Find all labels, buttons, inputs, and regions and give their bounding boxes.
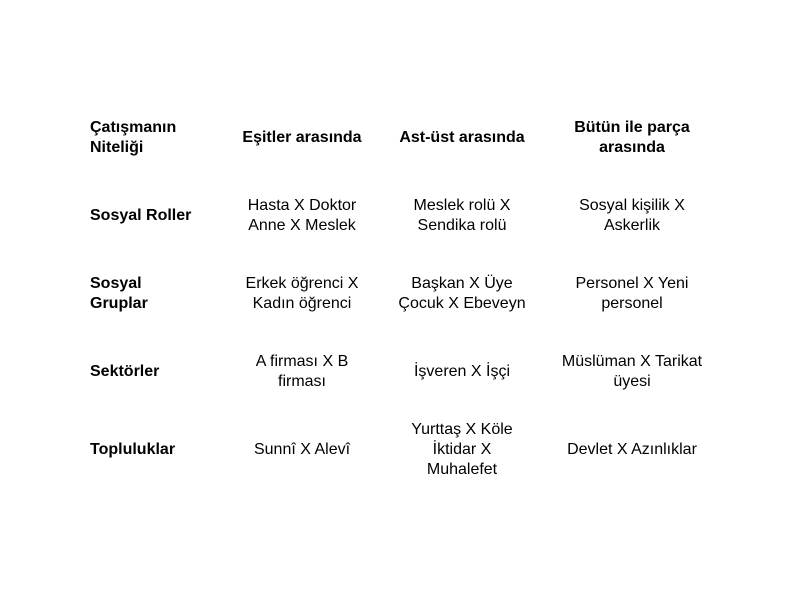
table-cell xyxy=(217,255,387,333)
cell-line: Erkek öğrenci X xyxy=(245,275,359,292)
table-cell xyxy=(387,177,537,255)
header-superior-subordinate xyxy=(387,99,537,177)
table-cell xyxy=(537,333,727,411)
header-line: Çatışmanın xyxy=(90,119,177,136)
cell-line: Askerlik xyxy=(603,217,660,234)
cell-line: İktidar X xyxy=(432,441,492,458)
cell-line: Çocuk X Ebeveyn xyxy=(398,295,526,312)
table-cell xyxy=(217,177,387,255)
header-line: Niteliği xyxy=(90,139,144,156)
cell-line: Meslek rolü X xyxy=(413,197,511,214)
cell-line: firması xyxy=(278,373,326,390)
cell-line: Sosyal kişilik X xyxy=(579,197,685,214)
row-label xyxy=(82,411,217,489)
cell-line: Sendika rolü xyxy=(417,217,507,234)
cell-line: üyesi xyxy=(613,373,651,390)
row-label xyxy=(82,177,217,255)
cell-line: Kadın öğrenci xyxy=(252,295,352,312)
table-cell xyxy=(387,411,537,489)
table-cell xyxy=(387,333,537,411)
cell-line: İşveren X İşçi xyxy=(413,363,511,380)
row-label-line: Topluluklar xyxy=(90,441,176,458)
header-line: Eşitler arasında xyxy=(242,129,362,146)
cell-line: personel xyxy=(601,295,663,312)
row-label xyxy=(82,333,217,411)
row-label xyxy=(82,255,217,333)
row-label-line: Gruplar xyxy=(90,295,148,312)
table-row-social-roles xyxy=(82,177,727,255)
cell-line: Hasta X Doktor xyxy=(247,197,357,214)
cell-line: Yurttaş X Köle xyxy=(411,421,513,438)
table-cell xyxy=(387,255,537,333)
header-between-equals xyxy=(217,99,387,177)
header-line: Ast-üst arasında xyxy=(399,129,525,146)
cell-line: Başkan X Üye xyxy=(411,275,513,292)
row-label-line: Sosyal Roller xyxy=(90,207,192,224)
cell-line: Anne X Meslek xyxy=(248,217,356,234)
table-row-social-groups xyxy=(82,255,727,333)
cell-line: Devlet X Azınlıklar xyxy=(567,441,697,458)
header-conflict-nature xyxy=(82,99,217,177)
row-label-line: Sosyal xyxy=(90,275,142,292)
table-cell xyxy=(217,411,387,489)
header-line: arasında xyxy=(599,139,665,156)
table-cell xyxy=(537,411,727,489)
table-header-row xyxy=(82,99,727,177)
header-whole-and-part xyxy=(537,99,727,177)
header-line: Bütün ile parça xyxy=(574,119,690,136)
conflict-types-table xyxy=(82,99,727,489)
cell-line: A firması X B xyxy=(255,353,349,370)
table-row-communities xyxy=(82,411,727,489)
cell-line: Sunnî X Alevî xyxy=(253,441,351,458)
cell-line: Personel X Yeni xyxy=(575,275,689,292)
cell-line: Muhalefet xyxy=(426,461,498,478)
table-cell xyxy=(537,255,727,333)
table-cell xyxy=(217,333,387,411)
cell-line: Müslüman X Tarikat xyxy=(561,353,703,370)
table-row-sectors xyxy=(82,333,727,411)
table-cell xyxy=(537,177,727,255)
row-label-line: Sektörler xyxy=(90,363,160,380)
